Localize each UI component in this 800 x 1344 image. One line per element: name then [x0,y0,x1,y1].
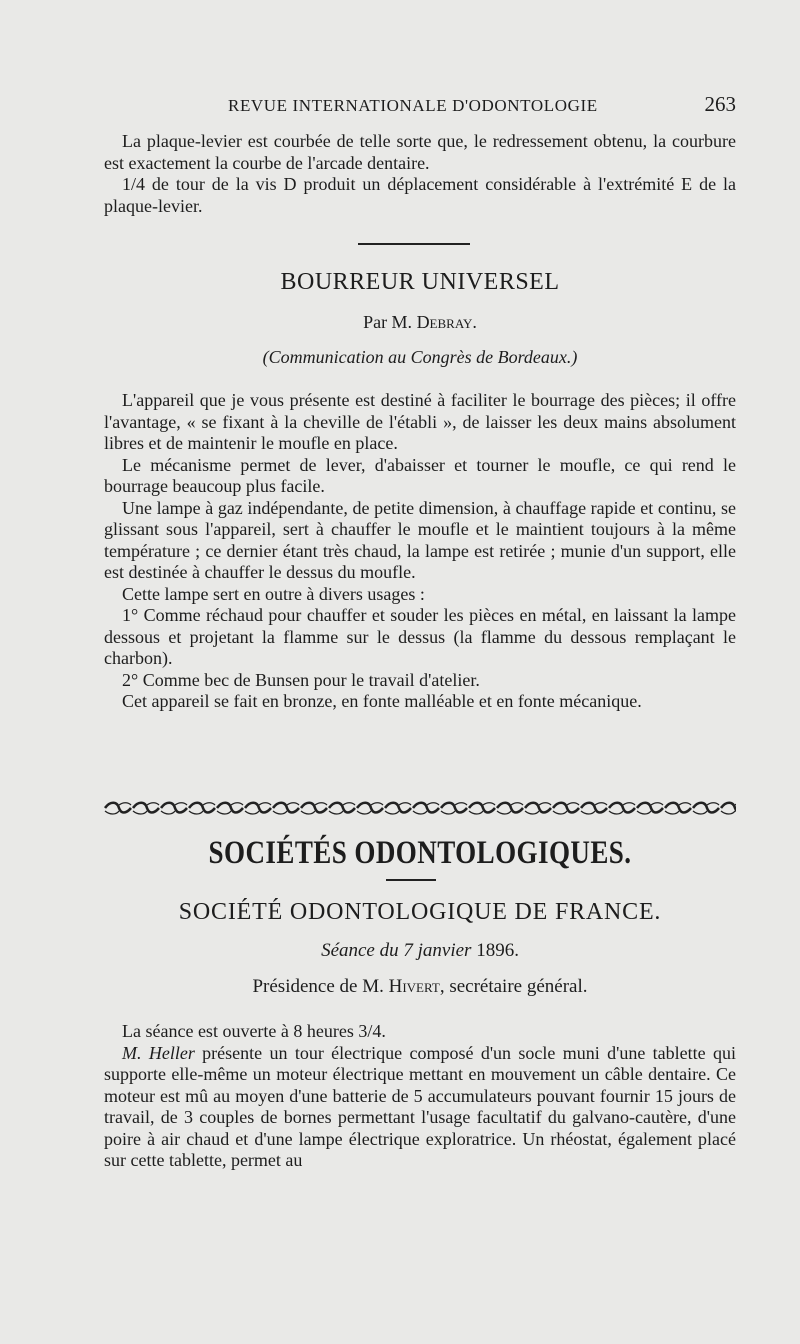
short-rule [386,879,436,881]
article-title: BOURREUR UNIVERSEL [280,269,560,295]
byline-prefix: Par M. [363,312,413,332]
presidency-name: Hivert [388,976,440,997]
article-paragraph-2: Le mécanisme permet de lever, d'abaisser et tourner le moufle, ce qui rend le bourrage beaucoup plus facile. [104,454,736,496]
intro-paragraph-2: 1/4 de tour de la vis D produit un déplacement considérable à l'extrémité E de la plaque-levier. [104,174,736,216]
minutes-body [104,1021,736,1172]
byline-author: Debray. [416,312,477,332]
article-byline [104,312,736,333]
section-title: SOCIÉTÉS ODONTOLOGIQUES. [208,835,632,871]
article-paragraph-4: Cette lampe sert en outre à divers usages : [122,583,425,604]
society-title: SOCIÉTÉ ODONTOLOGIQUE DE FRANCE. [178,899,662,925]
meeting-date-label: Séance du 7 janvier [321,940,472,961]
page-number: 263 [704,92,736,116]
running-header [104,92,736,122]
intro-paragraph-1: La plaque-levier est courbée de telle sorte que, le redressement obtenu, la courbure est exactement la courbe de l'arcade dentaire. [104,131,736,173]
running-title: REVUE INTERNATIONALE D'ODONTOLOGIE [228,96,598,115]
article-paragraph-6: 2° Comme bec de Bunsen pour le travail d'atelier. [122,669,480,690]
presidency-line [104,976,736,998]
speaker-name: M. Heller [122,1042,195,1063]
article-paragraph-3: Une lampe à gaz indépendante, de petite dimension, à chauffage rapide et continu, se glissant sous l'appareil, sert à chauffer le moufle et le maintient toujours à la même température ; ce dernier étant très chaud, la lampe est retirée ; munie d'un support, elle est destinée à chauffer le dessus du moufle. [104,497,736,582]
presidency-suffix: , secrétaire général. [439,976,588,997]
meeting-date [104,940,736,962]
meeting-year: 1896. [476,940,519,961]
article-paragraph-5: 1° Comme réchaud pour chauffer et souder les pièces en métal, en laissant la lampe dessous et projetant la flamme sur le dessus (la flamme du dessous remplaçant le charbon). [104,605,736,668]
speaker-text: présente un tour électrique composé d'un socle muni d'une tablette qui supporte elle-même un moteur électrique mettant en mouvement un câble dentaire. Ce moteur est mû au moyen d'une batterie de 5 accumulateurs pouvant fournir 15 jours de travail, de 3 couples de bornes permettant l'usage facultatif du galvano-cautère, d'une poire à air chaud et d'une lampe électrique exploratrice. Un rhéostat, également placé sur cette tablette, permet au [104,1042,736,1170]
article-paragraph-7: Cet appareil se fait en bronze, en fonte malléable et en fonte mécanique. [122,691,642,711]
article-note: (Communication au Congrès de Bordeaux.) [262,347,578,367]
article-body [104,390,736,713]
presidency-prefix: Présidence de M. [252,976,384,997]
opening-line: La séance est ouverte à 8 heures 3/4. [122,1021,386,1041]
heller-paragraph [104,1043,736,1172]
article-paragraph-1: L'appareil que je vous présente est destiné à faciliter le bourrage des pièces; il offre l'avantage, « se fixant à la cheville de l'établi », de laisser les deux mains absolument libres et de maintenir le moufle en place. [104,390,736,453]
separator-rule [358,243,470,245]
ornament-border [104,800,736,816]
intro-text [104,131,736,217]
